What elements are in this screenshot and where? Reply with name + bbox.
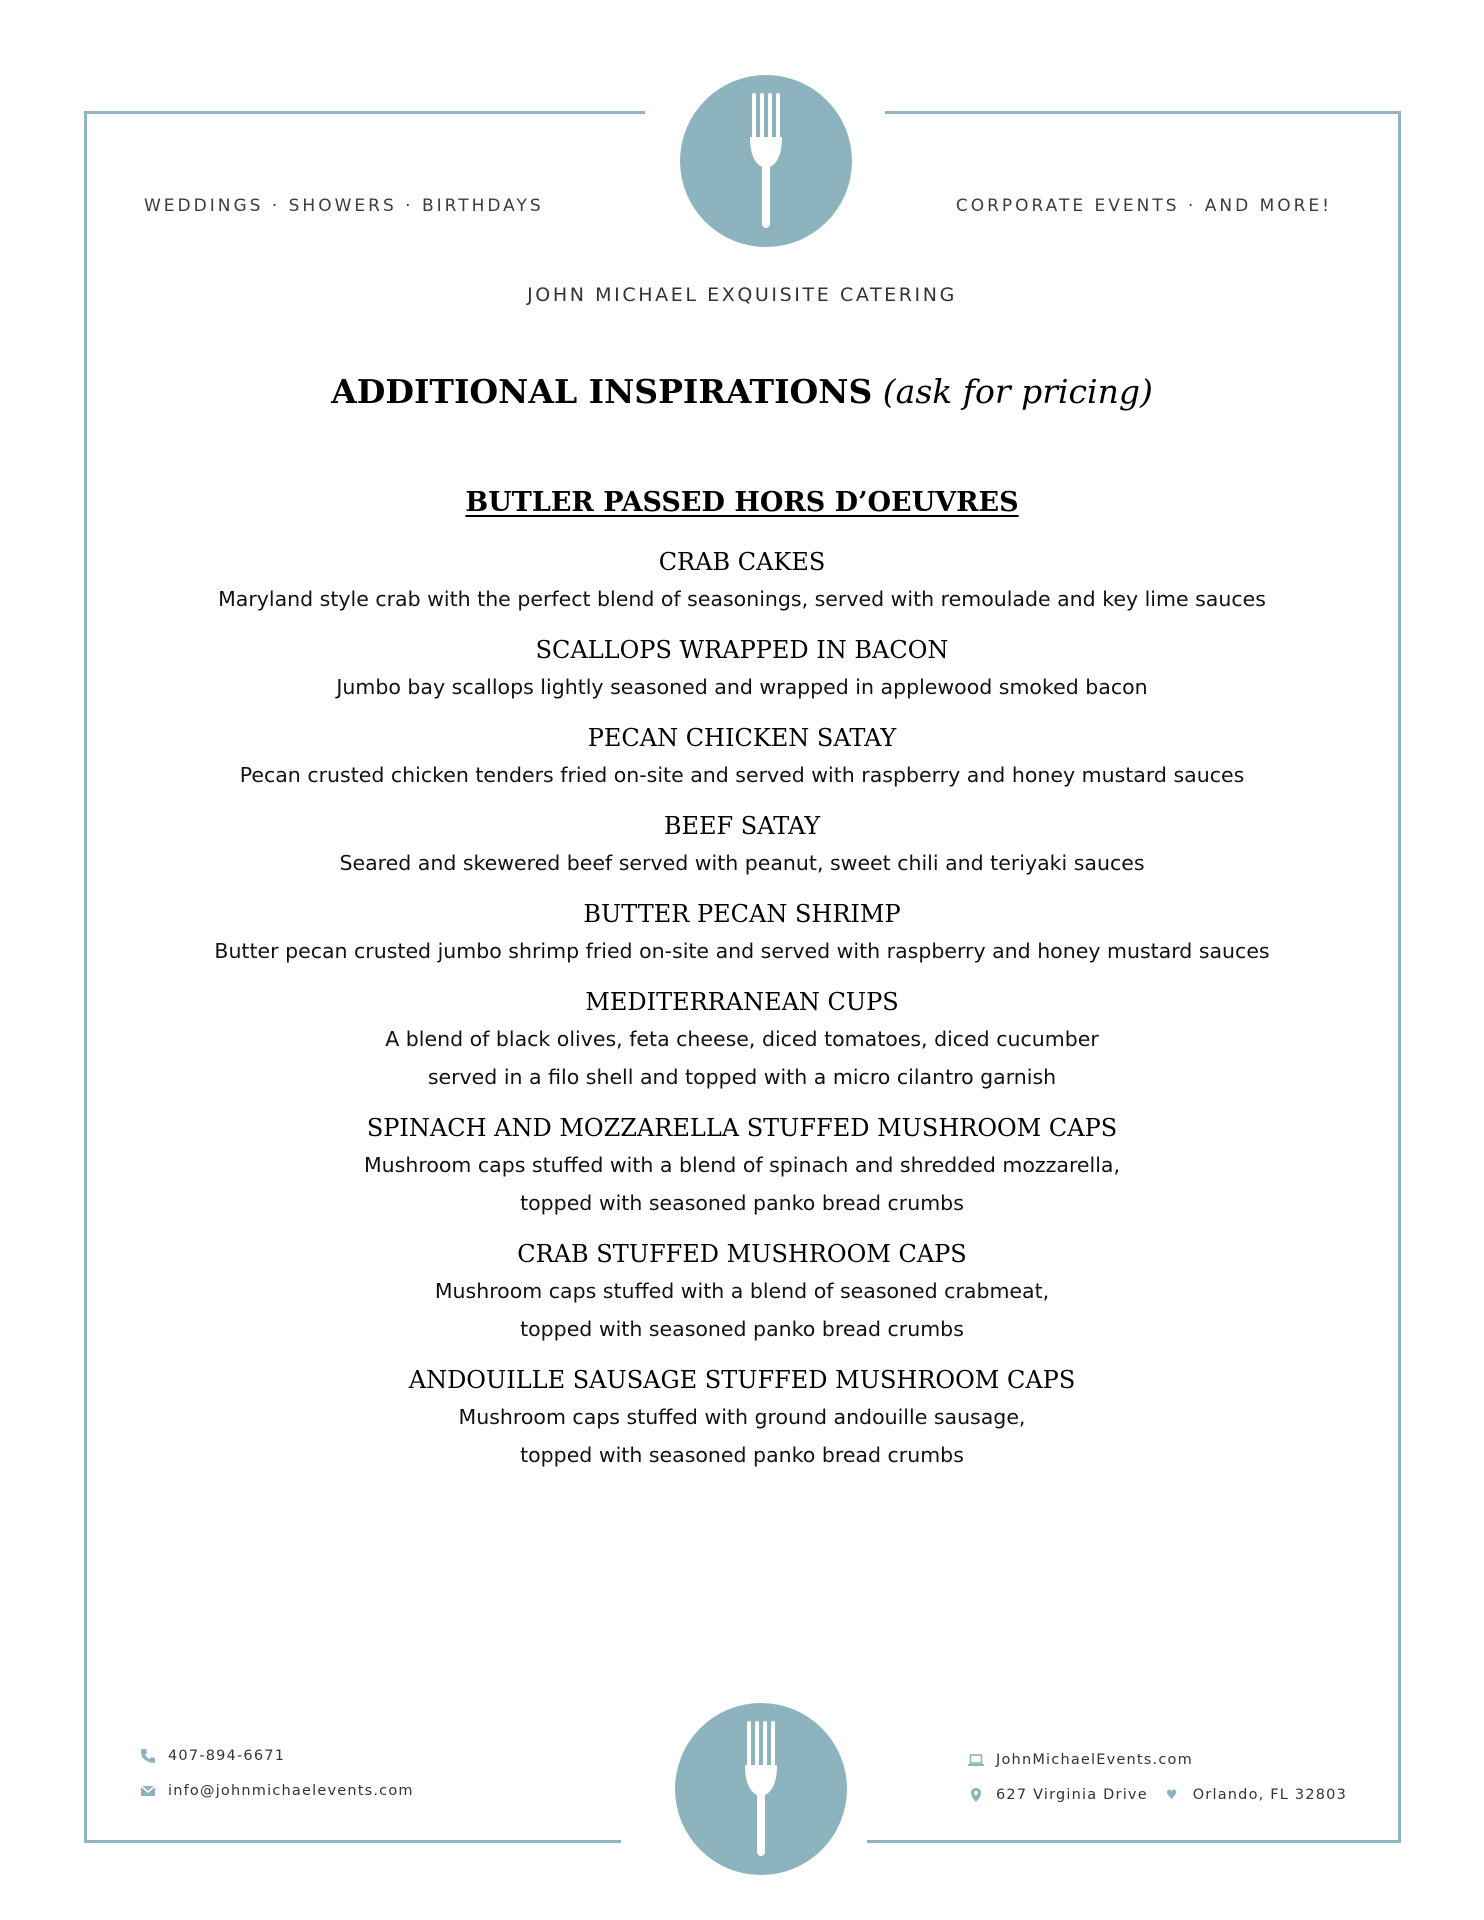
menu-item <box>150 720 1334 794</box>
phone-icon <box>140 1748 156 1764</box>
frame-right <box>1398 111 1401 1843</box>
menu-item <box>150 1110 1334 1222</box>
section-heading: BUTLER PASSED HORS D’OEUVRES <box>465 487 1019 518</box>
menu-item-name: CRAB CAKES <box>658 548 826 576</box>
menu-item-description: A blend of black olives, feta cheese, diced tomatoes, diced cucumber <box>385 1027 1099 1051</box>
menu-item <box>150 1362 1334 1474</box>
contact-phone[interactable] <box>140 1748 285 1764</box>
page-title <box>0 372 1484 411</box>
menu-item-description: Maryland style crab with the perfect blend of seasonings, served with remoulade and key lime sauces <box>218 587 1266 611</box>
contact-website[interactable] <box>968 1752 1193 1768</box>
menu-item <box>150 808 1334 882</box>
frame-bottom-left <box>84 1840 621 1843</box>
menu-item-name: PECAN CHICKEN SATAY <box>587 724 897 752</box>
menu-item <box>150 984 1334 1096</box>
menu-item-name: CRAB STUFFED MUSHROOM CAPS <box>517 1240 967 1268</box>
page-title-sub: (ask for pricing) <box>882 372 1153 411</box>
website-url: JohnMichaelEvents.com <box>996 1752 1193 1768</box>
menu-item <box>150 544 1334 618</box>
menu-item-description: Jumbo bay scallops lightly seasoned and wrapped in applewood smoked bacon <box>336 675 1148 699</box>
fork-icon <box>675 1703 847 1875</box>
menu-item-name: BEEF SATAY <box>663 812 821 840</box>
brand-name: JOHN MICHAEL EXQUISITE CATERING <box>527 284 957 306</box>
logo-top <box>680 75 852 247</box>
menu-item-name: MEDITERRANEAN CUPS <box>585 988 899 1016</box>
address-street: 627 Virginia Drive <box>996 1787 1148 1803</box>
menu-item <box>150 896 1334 970</box>
menu-list <box>150 544 1334 1474</box>
frame-top-right <box>885 111 1401 114</box>
menu-item-name: SPINACH AND MOZZARELLA STUFFED MUSHROOM CAPS <box>366 1114 1118 1142</box>
address-city: Orlando, FL 32803 <box>1192 1787 1348 1803</box>
tagline-right: CORPORATE EVENTS · AND MORE! <box>955 196 1332 216</box>
frame-bottom-right <box>867 1840 1401 1843</box>
contact-address <box>968 1787 1347 1803</box>
menu-item-description: Seared and skewered beef served with peanut, sweet chili and teriyaki sauces <box>339 851 1145 875</box>
heart-icon: ♥ <box>1165 1787 1179 1803</box>
frame-left <box>84 111 87 1843</box>
fork-icon <box>680 75 852 247</box>
menu-item-name: SCALLOPS WRAPPED IN BACON <box>535 636 949 664</box>
contact-email[interactable] <box>140 1783 414 1799</box>
menu-item-name: BUTTER PECAN SHRIMP <box>583 900 901 928</box>
email-address: info@johnmichaelevents.com <box>168 1783 414 1799</box>
menu-item-description: Mushroom caps stuffed with a blend of spinach and shredded mozzarella, <box>363 1153 1121 1177</box>
menu-item <box>150 632 1334 706</box>
menu-item <box>150 1236 1334 1348</box>
menu-item-description: topped with seasoned panko bread crumbs <box>520 1317 964 1341</box>
menu-item-description: served in a filo shell and topped with a micro cilantro garnish <box>427 1065 1057 1089</box>
menu-item-name: ANDOUILLE SAUSAGE STUFFED MUSHROOM CAPS <box>408 1366 1076 1394</box>
tagline-left: WEDDINGS · SHOWERS · BIRTHDAYS <box>144 196 544 216</box>
menu-item-description: Mushroom caps stuffed with ground andouille sausage, <box>458 1405 1026 1429</box>
frame-top-left <box>84 111 645 114</box>
phone-number: 407-894-6671 <box>168 1748 286 1764</box>
menu-item-description: topped with seasoned panko bread crumbs <box>520 1191 964 1215</box>
laptop-icon <box>968 1752 984 1768</box>
menu-item-description: Butter pecan crusted jumbo shrimp fried on-site and served with raspberry and honey mustard sauces <box>214 939 1270 963</box>
page-title-main: ADDITIONAL INSPIRATIONS <box>331 372 873 411</box>
map-pin-icon <box>968 1787 984 1803</box>
menu-item-description: topped with seasoned panko bread crumbs <box>520 1443 964 1467</box>
envelope-icon <box>140 1783 156 1799</box>
logo-bottom <box>675 1703 847 1875</box>
menu-item-description: Mushroom caps stuffed with a blend of seasoned crabmeat, <box>434 1279 1050 1303</box>
menu-item-description: Pecan crusted chicken tenders fried on-site and served with raspberry and honey mustard sauces <box>239 763 1245 787</box>
